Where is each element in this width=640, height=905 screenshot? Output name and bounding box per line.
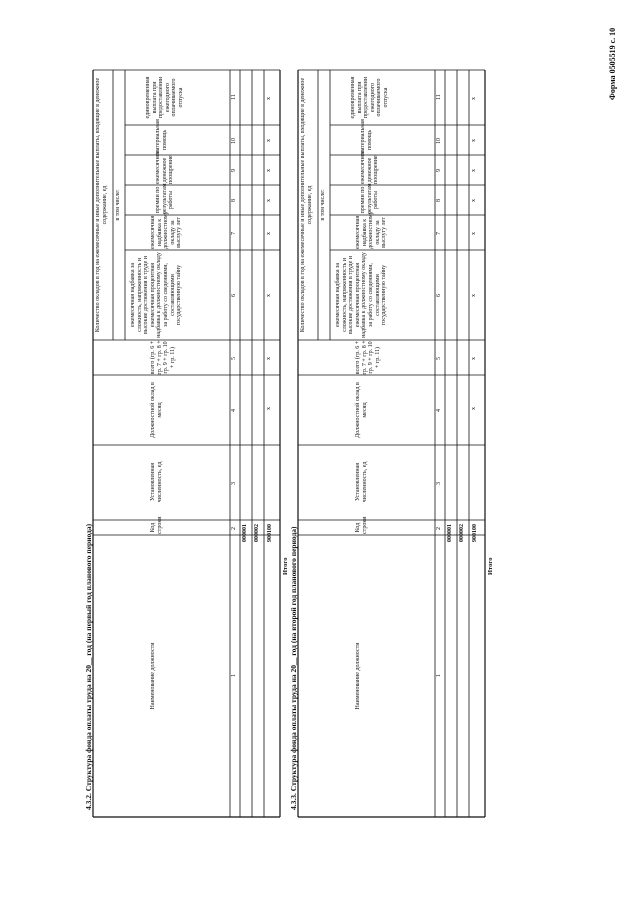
x-mark: x [266, 169, 272, 172]
col-code-header-1: Код строки [150, 516, 163, 534]
row-code: 900100 [472, 524, 478, 542]
x-mark: x [266, 357, 272, 360]
col-num-5: 5 [436, 357, 442, 360]
section-title-1: 4.3.2. Структура фонда оплаты труда на 20__ год (на первый год планового периода) [84, 523, 93, 810]
col-num-7: 7 [231, 232, 237, 235]
col-num-4: 4 [436, 409, 442, 412]
x-mark: x [471, 357, 477, 360]
col-name-header-1: Наименование должности [150, 642, 156, 710]
col-num-8: 8 [231, 199, 237, 202]
col-num-3: 3 [231, 482, 237, 485]
col-num-11: 11 [231, 94, 237, 100]
col-salary-header-1: Должностной оклад в месяц [150, 382, 163, 438]
x-mark: x [471, 97, 477, 100]
x-mark: x [471, 294, 477, 297]
in-that-label-1: в том числе: [115, 189, 121, 221]
col-code-header-2: Код строки [355, 516, 368, 534]
col-num-11: 11 [436, 94, 442, 100]
col-count-header-1: Установленная численность, ед [150, 461, 163, 503]
col-num-3: 3 [436, 482, 442, 485]
col-num-5: 5 [231, 357, 237, 360]
in-that-label-2: в том числе: [320, 189, 326, 221]
group-header-1: Количество окладов в год на ежемесячные и иные дополнительные выплаты, входящие в денежное содержание, ед [95, 77, 108, 333]
x-mark: x [266, 294, 272, 297]
col7-header-2: ежемесячная надбавка к должностному окладу за выслугу лет [355, 211, 388, 249]
x-mark: x [266, 97, 272, 100]
x-mark: x [266, 199, 272, 202]
col-num-1: 1 [436, 674, 442, 677]
row-code: 000001 [447, 524, 453, 542]
col-num-6: 6 [436, 294, 442, 297]
col-num-1: 1 [231, 674, 237, 677]
col11-header-2: единовременная выплата при предоставлении ежегодного оплачиваемого отпуска [350, 76, 389, 119]
form-label: Форма 0505519 с. 10 [608, 27, 617, 100]
x-mark: x [266, 407, 272, 410]
col-num-2: 2 [231, 527, 237, 530]
col8-header-2: премии по результатам работы [360, 183, 380, 214]
col-count-header-2: Установленная численность, ед [355, 461, 368, 503]
row-code: 000002 [459, 524, 465, 542]
col-name-header-2: Наименование должности [355, 642, 361, 710]
x-mark: x [471, 199, 477, 202]
col6-header-1: ежемесячная надбавка за сложность, напряженность и высокие достижения в труде и ежемесячная процентная надбавка к должностному окладу за работу со сведениями, составляющими государственную тайну [130, 252, 183, 338]
col-salary-header-2: Должностной оклад в месяц [355, 382, 368, 438]
x-mark: x [266, 232, 272, 235]
col-num-10: 10 [436, 138, 442, 144]
col-num-9: 9 [231, 169, 237, 172]
col10-header-2: материальная помощь [360, 119, 373, 154]
col-total-header-1: всего (гр. 6 + гр. 7 + гр. 8 + гр. 9 + гр. 10 + гр. 11) [150, 340, 176, 375]
group-header-2: Количество окладов в год на ежемесячные и иные дополнительные выплаты, входящие в денежное содержание, ед [300, 77, 313, 333]
x-mark: x [266, 139, 272, 142]
x-mark: x [471, 169, 477, 172]
col-num-10: 10 [231, 138, 237, 144]
x-mark: x [471, 139, 477, 142]
x-mark: x [471, 232, 477, 235]
row-code: 000001 [242, 524, 248, 542]
total-label-2: Итого [487, 557, 494, 575]
row-code: 000002 [254, 524, 260, 542]
col6-header-2: ежемесячная надбавка за сложность, напряженность и высокие достижения в труде и ежемесячная процентная надбавка к должностному окладу за работу со сведениями, составляющими государственную тайну [335, 252, 388, 338]
col9-header-1: ежемесячное денежное поощрение [155, 150, 175, 184]
col7-header-1: ежемесячная надбавка к должностному окладу за выслугу лет [150, 211, 183, 249]
col-num-8: 8 [436, 199, 442, 202]
total-label-1: Итого [282, 557, 289, 575]
col11-header-1: единовременная выплата при предоставлении ежегодного оплачиваемого отпуска [145, 76, 184, 119]
col9-header-2: ежемесячное денежное поощрение [360, 150, 380, 184]
col-num-4: 4 [231, 409, 237, 412]
row-code: 900100 [267, 524, 273, 542]
x-mark: x [471, 407, 477, 410]
col8-header-1: премии по результатам работы [155, 183, 175, 214]
section-title-2: 4.3.3. Структура фонда оплаты труда на 20__ год (на второй год планового периода) [289, 526, 298, 810]
col-num-6: 6 [231, 294, 237, 297]
col-num-2: 2 [436, 527, 442, 530]
col-total-header-2: всего (гр. 6 + гр. 7 + гр. 8 + гр. 9 + гр. 10 + гр. 11) [355, 340, 381, 375]
col-num-7: 7 [436, 232, 442, 235]
col-num-9: 9 [436, 169, 442, 172]
col10-header-1: материальная помощь [155, 119, 168, 154]
